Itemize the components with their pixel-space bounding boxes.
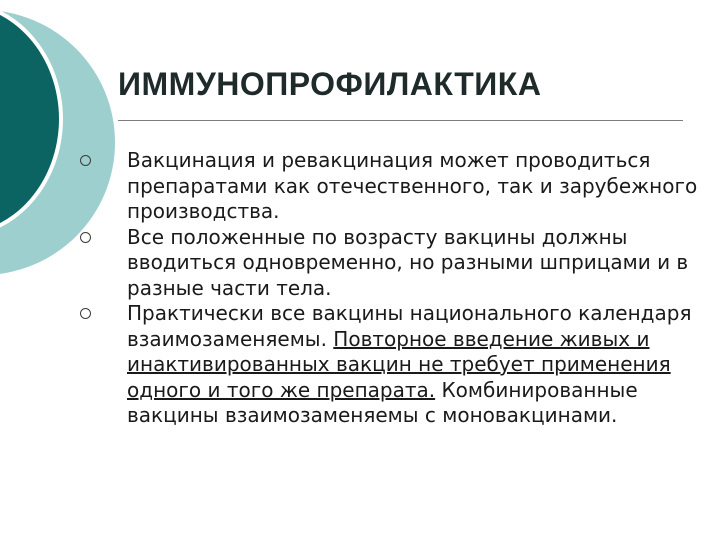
bullet-text-intro: Практически все вакцины национального календаря взаимозаменяемы. (127, 301, 692, 351)
bullet-item-simultaneous-vaccines (80, 225, 700, 302)
bullet-text-conclusion: Комбинированные вакцины взаимозаменяемы с моновакцинами. (127, 377, 638, 427)
bullet-text-underlined: Повторное введение живых и инактивированных вакцин не требует применения одного и того же препарата. (127, 326, 671, 402)
bullet-text: Вакцинация и ревакцинация может проводиться препаратами как отечественного, так и зарубежного производства. (127, 148, 698, 223)
bullet-item-vaccination-origin (80, 148, 700, 225)
bullet-item-interchangeable-vaccines (80, 301, 700, 429)
bullet-text: Все положенные по возрасту вакцины должны вводиться одновременно, но разными шприцами и в разные части тела. (127, 224, 689, 300)
circle-bullet-icon (80, 308, 91, 319)
title-divider (118, 120, 683, 121)
circle-bullet-icon (80, 155, 91, 166)
circle-bullet-icon (80, 232, 91, 243)
slide-title: ИММУНОПРОФИЛАКТИКА (118, 66, 542, 102)
bullet-list (80, 148, 700, 429)
